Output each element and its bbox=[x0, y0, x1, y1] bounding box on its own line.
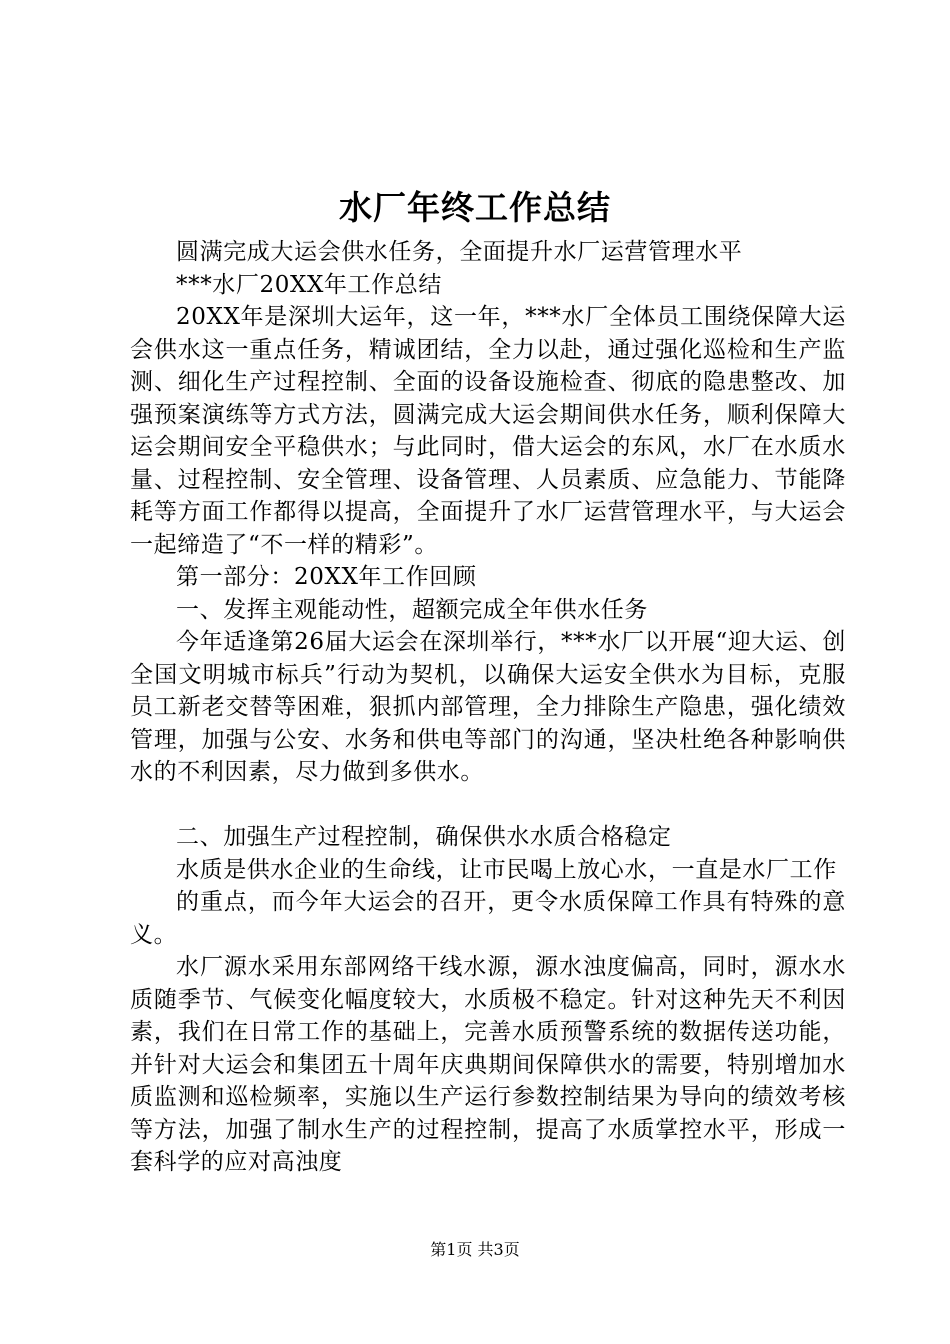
section-two-paragraph-c: 水厂源水采用东部网络干线水源，源水浊度偏高，同时，源水水质随季节、气候变化幅度较大，水质极不稳定。针对这种先天不利因素，我们在日常工作的基础上，完善水质预警系统的数据传送功能，并针对大运会和集团五十周年庆典期间保障供水的需要，特别增加水质监测和巡检频率，实施以生产运行参数控制结果为导向的绩效考核等方法，加强了制水生产的过程控制，提高了水质掌控水平，形成一套科学的应对高浊度 bbox=[130, 954, 846, 1175]
summary-heading-paragraph: ***水厂20XX年工作总结 bbox=[176, 271, 442, 298]
section-two-heading: 二、加强生产过程控制，确保供水水质合格稳定 bbox=[176, 824, 672, 850]
section-two-paragraph-b: 的重点，而今年大运会的召开，更令水质保障工作具有特殊的意义。 bbox=[130, 889, 846, 948]
subtitle-paragraph: 圆满完成大运会供水任务，全面提升水厂运营管理水平 bbox=[176, 239, 743, 265]
document-title: 水厂年终工作总结 bbox=[339, 188, 611, 227]
page-footer: 第1页 共3页 bbox=[430, 1240, 520, 1259]
section-one-heading: 一、发挥主观能动性，超额完成全年供水任务 bbox=[176, 596, 648, 623]
section-one-paragraph: 今年适逢第26届大运会在深圳举行，***水厂以开展“迎大运、创全国文明城市标兵”行动为契机，以确保大运安全供水为目标，克服员工新老交替等困难，狠抓内部管理，全力排除生产隐患，强化绩效管理，加强与公安、水务和供电等部门的沟通，坚决杜绝各种影响供水的不利因素，尽力做到多供水。 bbox=[130, 629, 846, 785]
part-one-heading: 第一部分：20XX年工作回顾 bbox=[176, 564, 477, 590]
section-two-paragraph-a: 水质是供水企业的生命线，让市民喝上放心水，一直是水厂工作 bbox=[176, 856, 837, 883]
document-body bbox=[130, 236, 846, 1179]
intro-paragraph: 20XX年是深圳大运年，这一年，***水厂全体员工围绕保障大运会供水这一重点任务，精诚团结，全力以赴，通过强化巡检和生产监测、细化生产过程控制、全面的设备设施检查、彻底的隐患整改、加强预案演练等方式方法，圆满完成大运会期间供水任务，顺利保障大运会期间安全平稳供水；与此同时，借大运会的东风，水厂在水质水量、过程控制、安全管理、设备管理、人员素质、应急能力、节能降耗等方面工作都得以提高，全面提升了水厂运营管理水平，与大运会一起缔造了“不一样的精彩”。 bbox=[130, 304, 846, 558]
